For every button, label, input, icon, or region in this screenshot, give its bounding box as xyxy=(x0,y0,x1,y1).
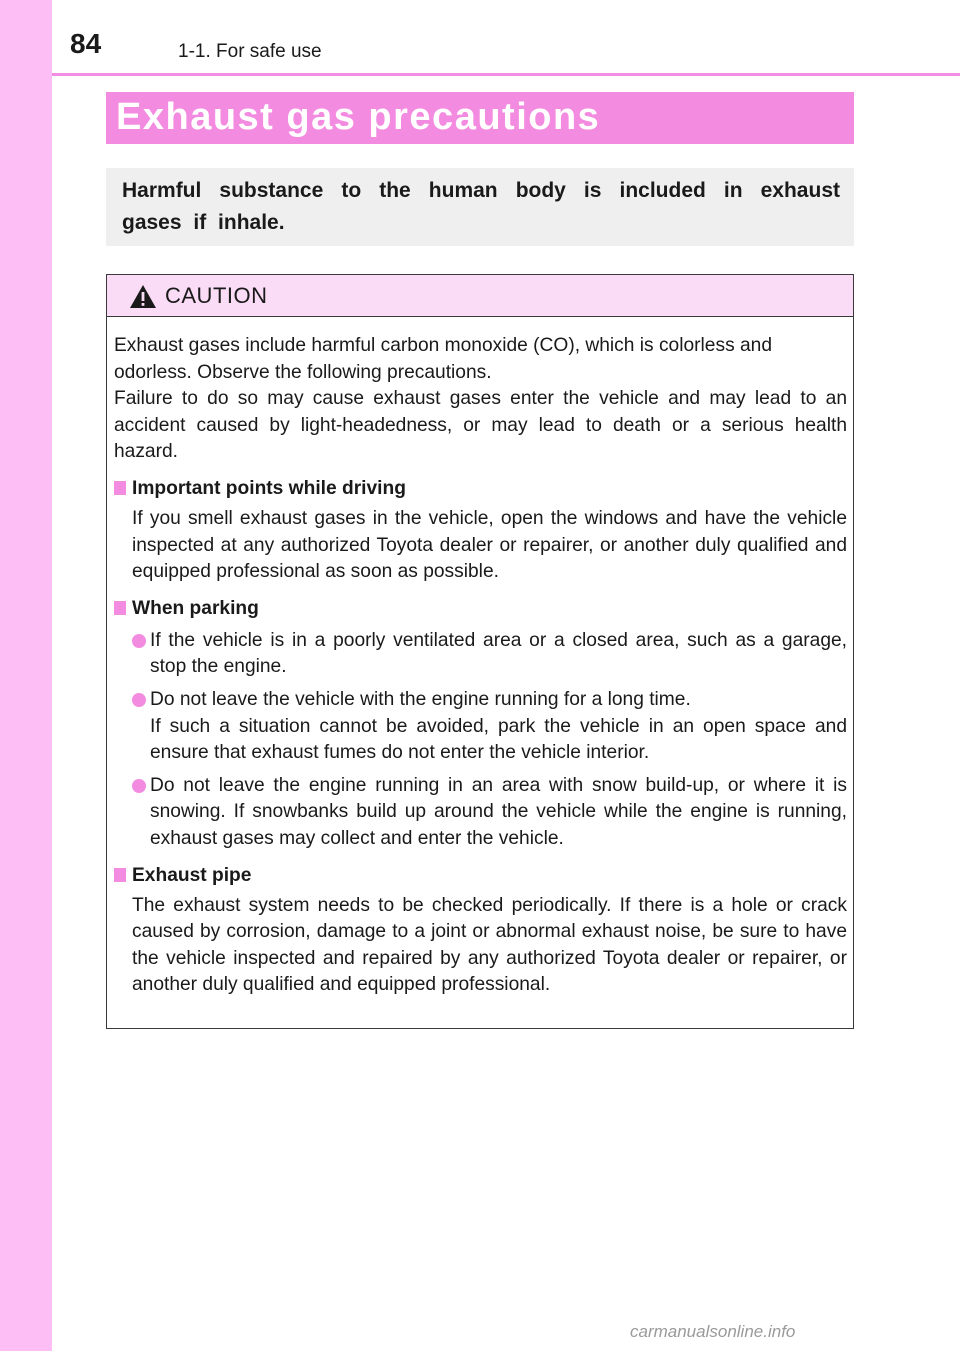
heading-label: When parking xyxy=(132,597,259,619)
page-number: 84 xyxy=(70,28,102,59)
caution-intro-2: Failure to do so may cause exhaust gases enter the vehicle and may lead to an accident caused by light-headedness, or may lead to death or a serious health hazard. xyxy=(114,388,847,463)
parking-bullet-3 xyxy=(132,773,847,853)
section-heading-parking xyxy=(114,596,847,622)
bullet-text: If the vehicle is in a poorly ventilated area or a closed area, such as a garage, stop the engine. xyxy=(150,629,847,678)
heading-label: Exhaust pipe xyxy=(132,864,252,886)
page-title: Exhaust gas precautions xyxy=(116,96,601,138)
square-bullet-icon xyxy=(114,601,126,615)
title-bar xyxy=(106,92,854,144)
parking-bullet-1 xyxy=(132,628,847,681)
bullet-text: Do not leave the vehicle with the engine running for a long time. xyxy=(150,688,691,710)
circle-bullet-icon xyxy=(132,693,146,707)
warning-icon xyxy=(129,284,157,309)
bullet-text-continued: If such a situation cannot be avoided, park the vehicle in an open space and ensure that exhaust fumes do not enter the vehicle interior. xyxy=(150,715,847,764)
caution-body xyxy=(114,333,847,999)
square-bullet-icon xyxy=(114,868,126,882)
caution-label: CAUTION xyxy=(165,283,268,308)
intro-text: Harmful substance to the human body is included in exhaust gases if inhale. xyxy=(122,179,840,234)
section-heading-driving xyxy=(114,476,847,502)
intro-box xyxy=(106,168,854,246)
header-rule xyxy=(52,73,960,76)
bullet-text: Do not leave the engine running in an area with snow build-up, or where it is snowing. If snowbanks build up around the vehicle while the engine is running, exhaust gases may collect and enter the vehicle. xyxy=(150,774,847,849)
caution-header xyxy=(107,275,853,317)
circle-bullet-icon xyxy=(132,779,146,793)
section-reference: 1-1. For safe use xyxy=(178,41,322,62)
driving-text: If you smell exhaust gases in the vehicle, open the windows and have the vehicle inspected at any authorized Toyota dealer or repairer, or another duly qualified and equipped professional as soon as possible. xyxy=(132,507,847,583)
caution-intro-1: Exhaust gases include harmful carbon monoxide (CO), which is colorless and odorless. Observe the following precautions. xyxy=(114,335,773,383)
circle-bullet-icon xyxy=(132,634,146,648)
caution-box xyxy=(106,274,854,1029)
square-bullet-icon xyxy=(114,481,126,495)
watermark: carmanualsonline.info xyxy=(630,1322,796,1341)
heading-label: Important points while driving xyxy=(132,477,406,499)
side-band xyxy=(0,0,52,1351)
parking-bullet-2 xyxy=(132,687,847,767)
section-heading-exhaust-pipe xyxy=(114,863,847,889)
exhaust-pipe-text: The exhaust system needs to be checked periodically. If there is a hole or crack caused by corrosion, damage to a joint or abnormal exhaust noise, be sure to have the vehicle inspected and repaired by any authorized Toyota dealer or repairer, or another duly qualified and equipped professional. xyxy=(132,894,847,996)
